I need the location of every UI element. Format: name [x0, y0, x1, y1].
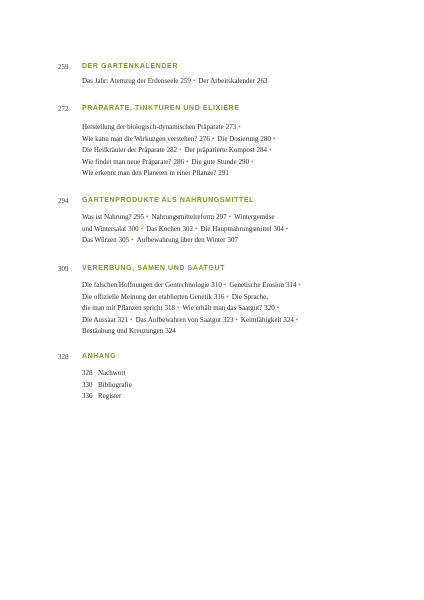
toc-entry[interactable]	[229, 281, 296, 289]
bullet-separator: •	[176, 304, 180, 312]
toc-entry[interactable]	[82, 158, 184, 166]
entry-title: Die gute Stunde	[191, 157, 237, 166]
section-page-number: 309	[58, 265, 69, 273]
section-heading: DER GARTENKALENDER	[82, 63, 178, 70]
entry-page-number: 316	[213, 292, 225, 301]
entry-page-number: 286	[173, 157, 185, 166]
entry-page-number: 328	[82, 369, 93, 377]
entry-title: Die Hauptnahrungsmittel	[200, 224, 272, 233]
bullet-separator: •	[211, 134, 215, 143]
toc-entry[interactable]	[137, 236, 238, 244]
entry-title: Keimfähigkeit	[240, 315, 282, 324]
toc-line	[82, 224, 382, 236]
toc-entry[interactable]	[241, 316, 294, 324]
section-heading: PRÄPARATE, TINKTUREN UND ELIXIERE	[82, 105, 240, 112]
entry-page-number: 314	[285, 281, 297, 289]
entry-title: Nachwort	[98, 369, 126, 377]
entry-page-number: 282	[166, 146, 178, 154]
toc-line	[82, 315, 382, 327]
bullet-separator: •	[131, 236, 134, 244]
entry-page-number: 310	[211, 281, 222, 289]
entry-page-number: 324	[165, 327, 176, 335]
entry-title: Das Kochen	[146, 224, 181, 233]
entry-page-number: 273	[225, 123, 237, 131]
bullet-separator: •	[228, 213, 232, 221]
entry-title: Die Sprache,	[231, 292, 269, 301]
entry-title: Die falschen Hoffnungen der Gentechnologie	[82, 281, 210, 289]
toc-entry[interactable]	[182, 304, 274, 312]
toc-line	[82, 168, 382, 180]
toc-entry[interactable]	[191, 158, 249, 166]
toc-entry[interactable]	[198, 77, 267, 85]
entry-title: Nahrungsmittelreform	[151, 213, 215, 221]
toc-entry[interactable]	[82, 236, 129, 244]
entry-page-number: 295	[133, 213, 145, 221]
entry-title: Das Würzen	[82, 236, 117, 244]
toc-entry[interactable]	[232, 293, 268, 301]
toc-entry[interactable]	[217, 135, 271, 143]
entry-page-number: 302	[182, 224, 193, 233]
entry-title: Die Aussaat	[82, 315, 116, 324]
bullet-separator: •	[272, 134, 276, 143]
entry-page-number: 307	[227, 236, 238, 244]
toc-entry[interactable]	[136, 316, 234, 324]
bullet-separator: •	[194, 224, 198, 233]
entry-title: Wie erkennt man den Planeten in einer Pflanze?	[82, 169, 217, 177]
entry-page-number: 300	[128, 224, 139, 233]
entry-title: Die offizielle Meinung der etablierten Genetik	[82, 292, 212, 301]
bullet-separator: •	[251, 157, 254, 166]
toc-entry[interactable]	[82, 304, 175, 312]
toc-entry[interactable]	[82, 316, 128, 324]
entry-title: Register	[98, 392, 122, 400]
entry-title: Die Dosierung	[217, 134, 259, 143]
toc-entry[interactable]	[82, 327, 176, 335]
entry-page-number: 305	[118, 236, 130, 244]
section-entries	[82, 280, 382, 338]
bullet-separator: •	[179, 146, 182, 154]
toc-line	[82, 145, 382, 157]
entry-title: Bibliografie	[98, 380, 132, 389]
entry-page-number: 291	[218, 169, 229, 177]
entry-title: und Wintersalat	[82, 224, 127, 233]
entry-page-number: 276	[199, 134, 210, 143]
toc-entry[interactable]	[152, 213, 227, 221]
toc-line	[82, 122, 382, 134]
entry-page-number: 259	[180, 77, 191, 85]
bullet-separator: •	[186, 157, 189, 166]
entry-page-number: 336	[82, 392, 93, 400]
section-heading: ANHANG	[82, 353, 117, 360]
toc-entry[interactable]	[185, 146, 267, 154]
entry-page-number: 297	[216, 213, 227, 221]
entry-page-number: 323	[222, 315, 234, 324]
toc-entry[interactable]	[82, 225, 139, 233]
section-entries	[82, 122, 382, 180]
appendix-entries	[82, 368, 382, 403]
entry-title: die man mit Pflanzen spricht	[82, 304, 163, 312]
bullet-separator: •	[226, 292, 229, 301]
bullet-separator: •	[140, 224, 144, 233]
section-heading: GARTENPRODUKTE ALS NAHRUNGSMITTEL	[82, 197, 254, 204]
appendix-entry[interactable]	[82, 391, 382, 403]
toc-entry[interactable]	[82, 169, 229, 177]
section-page-number: 272	[58, 105, 69, 113]
entry-title: Herstellung der biologisch-dynamischen Präparate	[82, 123, 224, 131]
entry-title: Aufbewahrung über den Winter	[136, 236, 226, 244]
bullet-separator: •	[192, 77, 196, 85]
toc-line	[82, 212, 382, 224]
bullet-separator: •	[223, 281, 227, 289]
toc-entry[interactable]	[82, 213, 144, 221]
entry-title: Was ist Nahrung?	[82, 213, 132, 221]
entry-page-number: 284	[256, 146, 268, 154]
entry-page-number: 280	[260, 134, 271, 143]
entry-title: Die Heilkräuter der Präparate	[82, 146, 165, 154]
entry-page-number: 304	[273, 224, 284, 233]
section-entries	[82, 76, 382, 88]
entry-page-number: 290	[238, 157, 250, 166]
entry-page-number: 321	[117, 315, 129, 324]
bullet-separator: •	[235, 315, 238, 324]
section-page-number: 294	[58, 197, 69, 205]
bullet-separator: •	[276, 304, 280, 312]
toc-entry[interactable]	[146, 225, 193, 233]
section-page-number: 259	[58, 63, 69, 71]
toc-entry[interactable]	[200, 225, 283, 233]
bullet-separator: •	[269, 146, 272, 154]
toc-entry[interactable]	[82, 135, 210, 143]
entry-title: Der präparierte Kompost	[184, 146, 255, 154]
bullet-separator: •	[130, 315, 133, 324]
bullet-separator: •	[298, 281, 301, 289]
toc-entry[interactable]	[82, 293, 224, 301]
toc-line	[82, 292, 382, 304]
toc-line	[82, 280, 382, 292]
toc-line	[82, 134, 382, 146]
toc-entry[interactable]	[82, 146, 177, 154]
entry-page-number: 318	[164, 304, 175, 312]
entry-page-number: 330	[82, 380, 93, 389]
entry-page-number: 263	[256, 77, 268, 85]
toc-entry[interactable]	[82, 123, 236, 131]
entry-page-number: 320	[264, 304, 275, 312]
entry-title: Wintergemüse	[234, 213, 275, 221]
section-page-number: 328	[58, 353, 69, 361]
entry-title: Genetische Erosion	[229, 281, 284, 289]
entry-page-number: 324	[283, 315, 294, 324]
toc-entry[interactable]	[234, 213, 274, 221]
entry-title: Wie kann man die Wirkungen verstehen?	[82, 134, 198, 143]
toc-line	[82, 76, 382, 88]
entry-title: Der Arbeitskalender	[198, 77, 255, 85]
bullet-separator: •	[238, 123, 241, 131]
toc-entry[interactable]	[82, 77, 191, 85]
entry-title: Wie findet man neue Präparate?	[82, 157, 172, 166]
toc-line	[82, 326, 382, 338]
toc-line	[82, 303, 382, 315]
section-entries	[82, 212, 382, 247]
entry-title: Wie erhält man das Saatgut?	[182, 304, 263, 312]
entry-title: Bestäubung und Kreuzungen	[82, 327, 164, 335]
appendix-entry[interactable]	[82, 380, 382, 392]
toc-line	[82, 157, 382, 169]
bullet-separator: •	[146, 213, 149, 221]
appendix-entry[interactable]	[82, 368, 382, 380]
toc-line	[82, 235, 382, 247]
entry-title: Das Jahr: Atemzug der Erdenseele	[82, 77, 179, 85]
toc-entry[interactable]	[82, 281, 222, 289]
section-heading: VERERBUNG, SAMEN UND SAATGUT	[82, 265, 226, 272]
bullet-separator: •	[285, 224, 289, 233]
entry-title: Das Aufbewahren von Saatgut	[135, 315, 221, 324]
bullet-separator: •	[295, 315, 299, 324]
